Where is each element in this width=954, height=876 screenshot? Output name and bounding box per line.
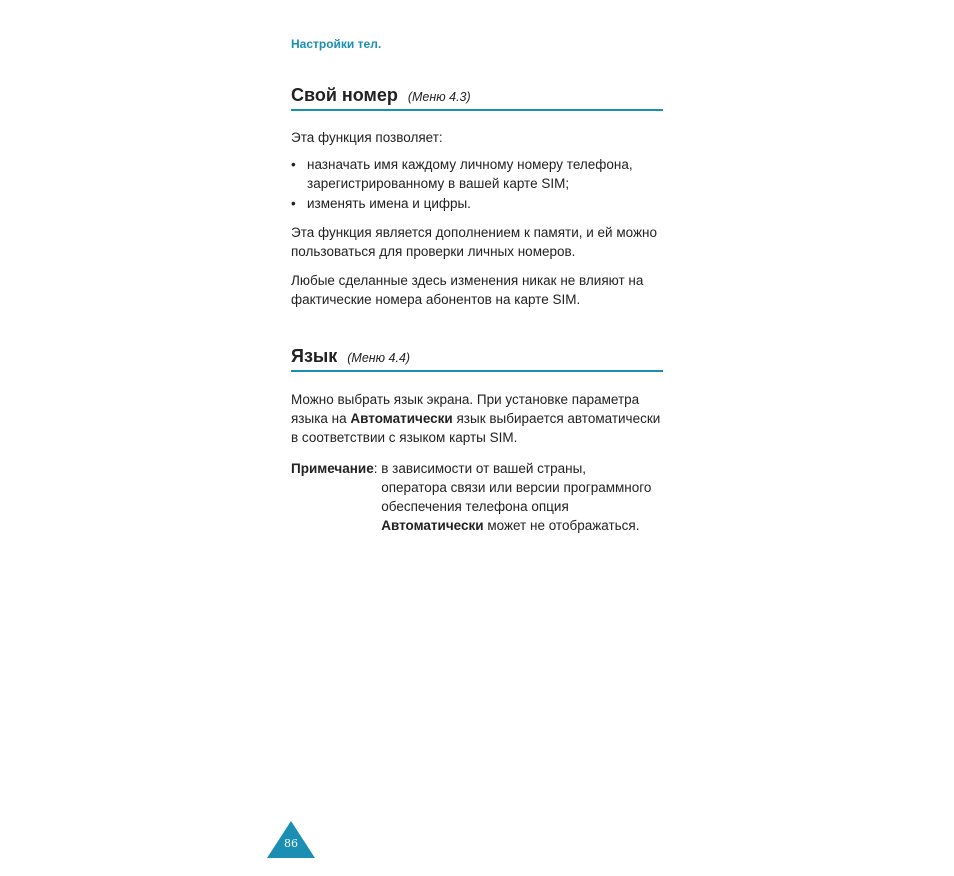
paragraph: Любые сделанные здесь изменения никак не влияют на фактические номера абонентов на карте SIM. [291, 273, 644, 307]
running-header: Настройки тел. [291, 37, 382, 51]
paragraph [291, 390, 666, 447]
note-label: Примечание [291, 461, 374, 476]
section-title: Язык [291, 346, 338, 366]
emphasis: Автоматически [350, 411, 453, 426]
intro-text: Эта функция позволяет: [291, 130, 443, 145]
section-heading-language [291, 346, 663, 372]
page-number: 86 [284, 837, 298, 850]
section-title: Свой номер [291, 85, 398, 105]
list-item: • изменять имена и цифры. [291, 194, 666, 213]
menu-reference: (Меню 4.3) [407, 90, 471, 104]
text-run: в зависимости от вашей страны, оператора связи или версии программного обеспечения телефона опция [381, 461, 652, 514]
section-heading-own-number [291, 85, 663, 111]
page-number-badge [267, 821, 315, 858]
language-body [291, 390, 666, 535]
text-run: язык выбирается автоматически в соответствии с языком карты SIM. [291, 411, 661, 445]
note-colon: : [373, 461, 382, 476]
own-number-body [291, 128, 666, 309]
emphasis: Автоматически [381, 518, 484, 533]
text-run: Можно выбрать язык экрана. При установке параметра языка на [291, 392, 640, 426]
list-item: • назначать имя каждому личному номеру телефона, зарегистрированному в вашей карте SIM; [291, 155, 666, 193]
note [291, 459, 666, 535]
menu-reference: (Меню 4.4) [347, 351, 411, 365]
paragraph: Эта функция является дополнением к памяти, и ей можно пользоваться для проверки личных номеров. [291, 225, 657, 259]
feature-list [291, 155, 666, 213]
note-text [381, 459, 653, 535]
text-run: может не отображаться. [483, 518, 640, 533]
